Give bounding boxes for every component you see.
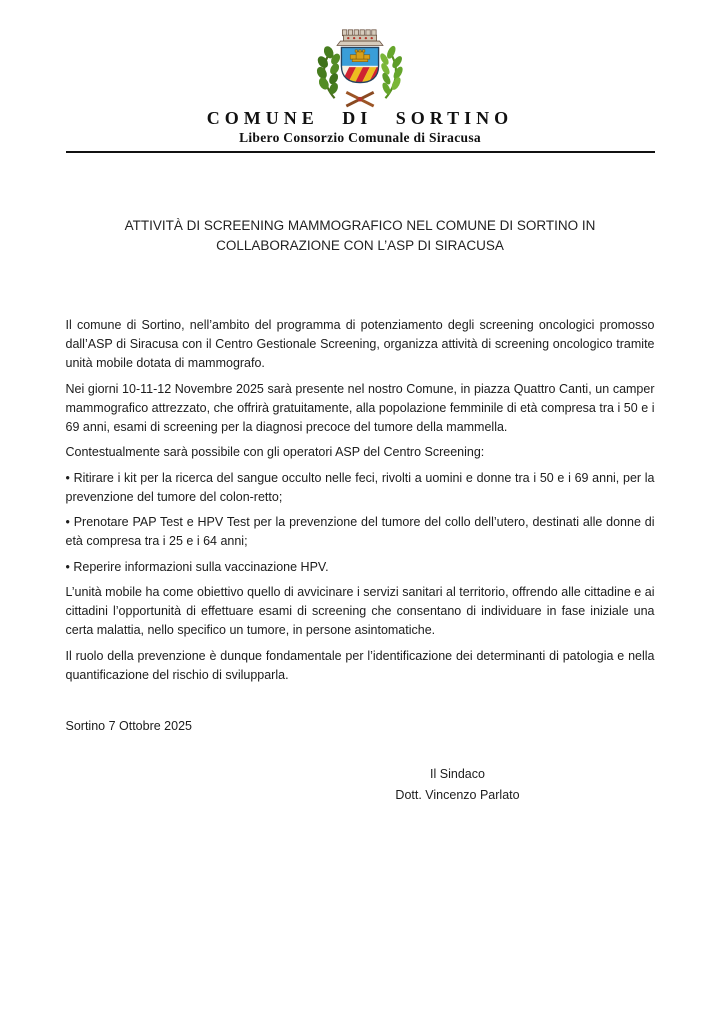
paragraph-dates: Nei giorni 10-11-12 Novembre 2025 sarà presente nel nostro Comune, in piazza Quattro Canti, un camper mammografico attrezzato, che offrirà gratuitamente, alla popolazione femminile di età compresa tra i 50 e i 69 anni, esami di screening per la diagnosi precoce del tumore della mammella. <box>65 381 655 434</box>
municipality-name: COMUNE DI SORTINO <box>206 108 514 128</box>
header-divider <box>66 151 655 153</box>
oak-branch-icon <box>315 45 342 99</box>
municipality-subtitle: Libero Consorzio Comunale di Siracusa <box>239 130 481 145</box>
document-body <box>66 316 655 685</box>
document-title-line1: ATTIVITÀ DI SCREENING MAMMOGRAFICO NEL COMUNE DI SORTINO IN <box>124 218 596 233</box>
bullet-item-kit-colon-retto: • Ritirare i kit per la ricerca del sangue occulto nelle feci, rivolti a uomini e donne tra i 50 e i 69 anni, per la prevenzione del tumore del colon-retto; <box>65 470 655 504</box>
document-date: Sortino 7 Ottobre 2025 <box>65 718 192 733</box>
document-title-line2: COLLABORAZIONE CON L’ASP DI SIRACUSA <box>216 237 504 253</box>
document-title <box>66 216 655 255</box>
shield-icon <box>341 47 383 82</box>
bullet-item-pap-hpv-test: • Prenotare PAP Test e HPV Test per la prevenzione del tumore del collo dell’utero, destinati alle donne di età compresa tra i 25 e i 64 anni; <box>65 515 655 548</box>
bullet-item-vaccinazione-hpv: • Reperire informazioni sulla vaccinazione HPV. <box>65 559 329 574</box>
paragraph-prevenzione: Il ruolo della prevenzione è dunque fondamentale per l’identificazione dei determinanti di patologia e nella quantificazione del rischio di svilupparla. <box>65 648 655 682</box>
signature-role: Il Sindaco <box>430 766 485 781</box>
paragraph-lead-in: Contestualmente sarà possibile con gli operatori ASP del Centro Screening: <box>65 445 485 459</box>
mural-crown-icon <box>337 30 383 46</box>
signature-name: Dott. Vincenzo Parlato <box>395 787 520 802</box>
coat-of-arms <box>308 22 412 108</box>
crossed-stems-icon <box>346 92 373 106</box>
paragraph-intro: Il comune di Sortino, nell’ambito del programma di potenziamento degli screening oncologici promosso dall’ASP di Siracusa con il Centro Gestionale Screening, organizza attività di screening oncologico tramite unità mobile dotata di mammografo. <box>65 318 655 370</box>
signature-block <box>338 764 578 806</box>
paragraph-unita-mobile: L’unità mobile ha come obiettivo quello di avvicinare i servizi sanitari al territorio, offrendo alle cittadine e ai cittadini l’opportunità di effettuare esami di screening che consentano di individuare in fase iniziale una certa malattia, nello specifico un tumore, in persone asintomatiche. <box>65 585 655 637</box>
laurel-branch-icon <box>379 45 405 99</box>
coat-of-arms-graphic <box>308 22 412 108</box>
